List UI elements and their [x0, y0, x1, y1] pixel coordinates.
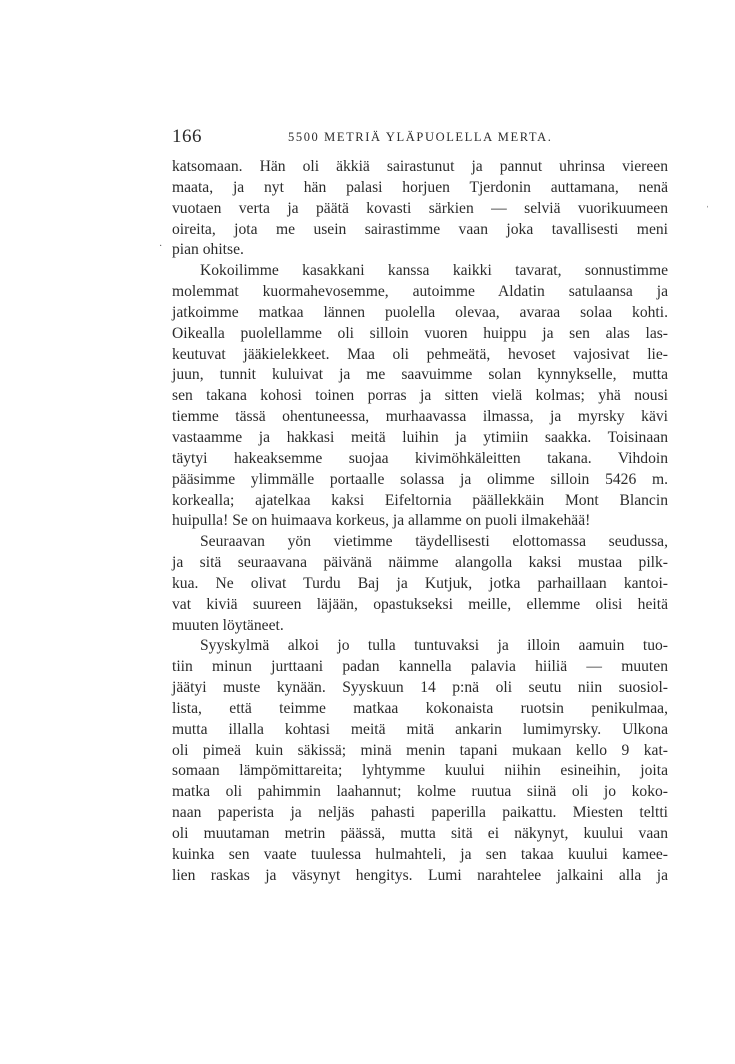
- page-number: 166: [172, 126, 202, 147]
- text-line: kua. Ne olivat Turdu Baj ja Kutjuk, jotka parhaillaan kantoi-: [172, 574, 668, 592]
- margin-dot: ·: [159, 241, 163, 252]
- text-line: pääsimme ylimmälle portaalle solassa ja olimme silloin 5426 m.: [172, 470, 668, 488]
- text-line: katsomaan. Hän oli äkkiä sairastunut ja pannut uhrinsa viereen: [172, 158, 668, 175]
- text-line: korkealla; ajatelkaa kaksi Eifeltornia päällekkäin Mont Blancin: [172, 491, 668, 509]
- text-line: juun, tunnit kuluivat ja me saavuimme solan kynnykselle, mutta: [172, 366, 668, 384]
- text-line: lista, että teimme matkaa kokonaista ruotsin penikulmaa,: [172, 699, 668, 717]
- text-line: vastaamme ja hakkasi meitä luihin ja ytimiin saakka. Toisinaan: [172, 428, 668, 446]
- text-line: Syyskylmä alkoi jo tulla tuntuvaksi ja illoin aamuin tuo-: [200, 637, 668, 655]
- text-line: lien raskas ja väsynyt hengitys. Lumi narahtelee jalkaini alla ja: [172, 866, 668, 884]
- text-line: ja sitä seuraavana päivänä näimme alangolla kaksi mustaa pilk-: [172, 554, 668, 572]
- text-line: somaan lämpömittareita; lyhtymme kuului niihin esineihin, joita: [172, 762, 668, 780]
- text-line: oireita, jota me usein sairastimme vaan joka tavallisesti meni: [172, 220, 668, 238]
- text-line: sen takana kohosi toinen porras ja sitten vielä kolmas; yhä nousi: [172, 387, 668, 405]
- margin-tick: ˌ: [706, 197, 710, 208]
- body-text: [172, 157, 668, 887]
- text-line: muuten löytäneet.: [172, 616, 284, 634]
- text-line: jatkoimme matkaa lännen puolella olevaa, avaraa solaa kohti.: [172, 303, 668, 321]
- text-line: Kokoilimme kasakkani kanssa kaikki tavarat, sonnustimme: [200, 262, 668, 280]
- text-line: Oikealla puolellamme oli silloin vuoren huippu ja sen alas las-: [172, 324, 668, 342]
- text-line: jäätyi muste kynään. Syyskuun 14 p:nä oli seutu niin suosiol-: [172, 679, 668, 697]
- text-line: keutuvat jääkielekkeet. Maa oli pehmeätä, hevoset vajosivat lie-: [172, 345, 668, 363]
- text-line: oli pimeä kuin säkissä; minä menin tapani mukaan kello 9 kat-: [172, 741, 668, 759]
- text-line: naan paperista ja neljäs pahasti paperilla paikattu. Miesten teltti: [172, 804, 668, 822]
- text-line: mutta illalla kohtasi meitä mitä ankarin lumimyrsky. Ulkona: [172, 720, 668, 738]
- text-line: Seuraavan yön vietimme täydellisesti elottomassa seudussa,: [200, 533, 668, 551]
- text-line: maata, ja nyt hän palasi horjuen Tjerdonin auttamana, nenä: [172, 178, 668, 196]
- text-line: tiemme tässä ohentuneessa, murhaavassa ilmassa, ja myrsky kävi: [172, 408, 668, 426]
- text-line: molemmat kuormahevosemme, autoimme Aldatin satulaansa ja: [172, 283, 668, 301]
- text-line: vuotaen verta ja päätä kovasti särkien — selviä vuorikuumeen: [172, 199, 668, 217]
- page-header: [172, 126, 672, 150]
- text-line: täytyi hakeaksemme suojaa kivimöhkäleitten takana. Vihdoin: [172, 449, 668, 467]
- text-line: huipulla! Se on huimaava korkeus, ja allamme on puoli ilmakehää!: [172, 512, 591, 530]
- text-line: oli muutaman metrin päässä, mutta sitä ei näkynyt, kuului vaan: [172, 825, 668, 842]
- running-title: 5500 METRIÄ YLÄPUOLELLA MERTA.: [288, 130, 553, 144]
- text-line: kuinka sen vaate tuulessa hulmahteli, ja sen takaa kuului kamee-: [172, 845, 668, 863]
- text-line: vat kiviä suureen läjään, opastukseksi meille, ellemme olisi heitä: [172, 595, 668, 613]
- text-line: pian ohitse.: [172, 241, 244, 259]
- text-line: matka oli pahimmin laahannut; kolme ruutua siinä oli jo koko-: [172, 783, 668, 801]
- text-line: tiin minun jurttaani padan kannella palavia hiiliä — muuten: [172, 658, 668, 676]
